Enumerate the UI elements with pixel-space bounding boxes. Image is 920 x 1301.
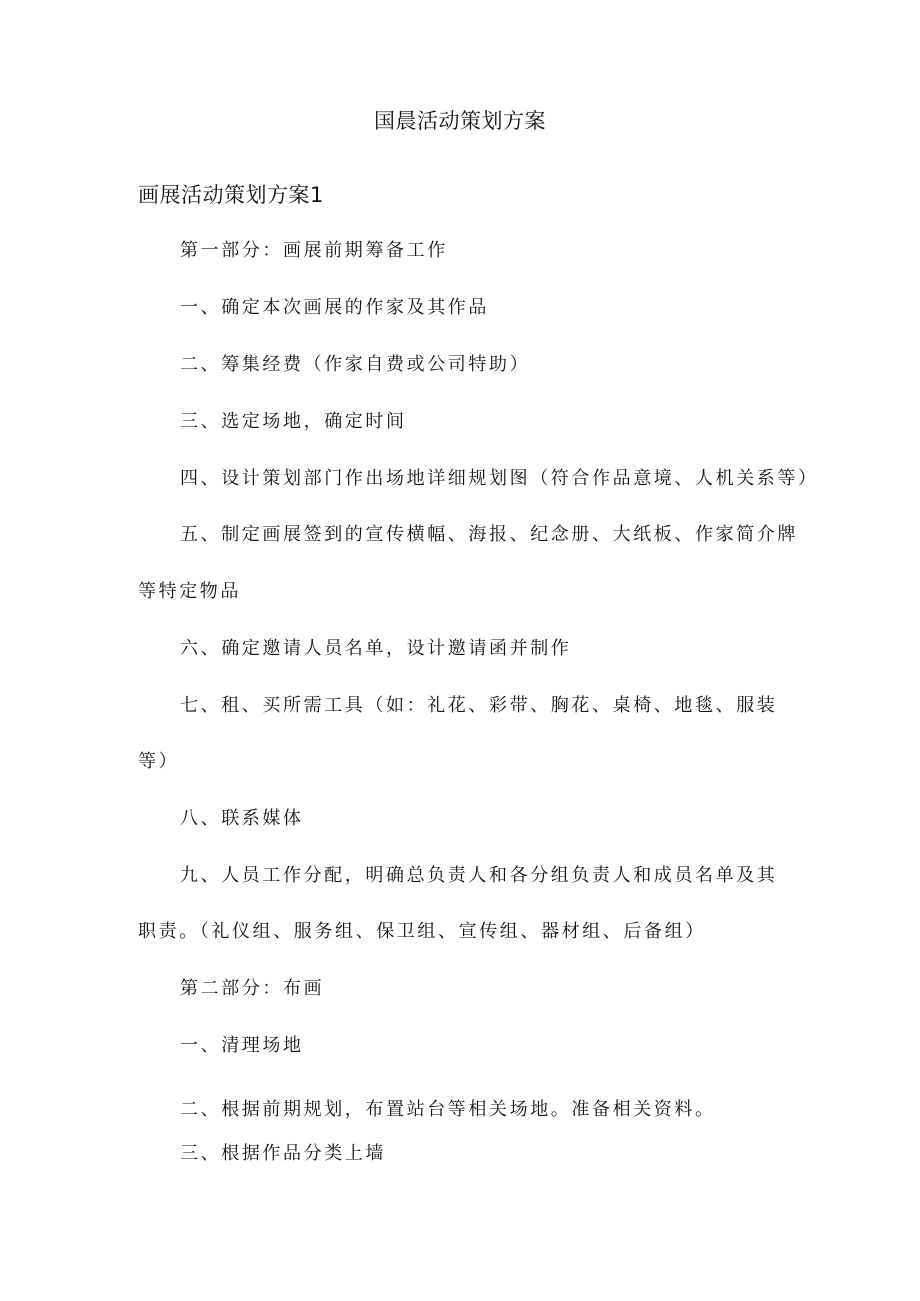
paragraph-item: 二、根据前期规划，布置站台等相关场地。准备相关资料。 (180, 1099, 716, 1120)
document-title: 国晨活动策划方案 (374, 109, 546, 133)
section-heading: 画展活动策划方案1 (138, 183, 324, 207)
paragraph-item: 一、确定本次画展的作家及其作品 (180, 297, 489, 318)
paragraph-item: 二、筹集经费（作家自费或公司特助） (180, 354, 531, 375)
paragraph-item: 四、设计策划部门作出场地详细规划图（符合作品意境、人机关系等） (180, 468, 819, 489)
part-one-heading: 第一部分：画展前期筹备工作 (180, 240, 448, 261)
paragraph-item: 六、确定邀请人员名单，设计邀请函并制作 (180, 638, 572, 659)
paragraph-item: 三、选定场地，确定时间 (180, 411, 407, 432)
paragraph-continuation: 职责。（礼仪组、服务组、保卫组、宣传组、器材组、后备组） (138, 921, 706, 942)
paragraph-item: 九、人员工作分配，明确总负责人和各分组负责人和成员名单及其 (180, 865, 778, 886)
paragraph-item: 八、联系媒体 (180, 808, 304, 829)
paragraph-item: 五、制定画展签到的宣传横幅、海报、纪念册、大纸板、作家简介牌 (180, 524, 798, 545)
paragraph-item: 一、清理场地 (180, 1035, 304, 1056)
part-two-heading: 第二部分：布画 (180, 978, 325, 999)
paragraph-continuation: 等） (138, 751, 180, 772)
paragraph-continuation: 等特定物品 (138, 581, 241, 602)
paragraph-item: 七、租、买所需工具（如：礼花、彩带、胸花、桌椅、地毯、服装 (180, 695, 778, 716)
paragraph-item: 三、根据作品分类上墙 (180, 1143, 386, 1164)
